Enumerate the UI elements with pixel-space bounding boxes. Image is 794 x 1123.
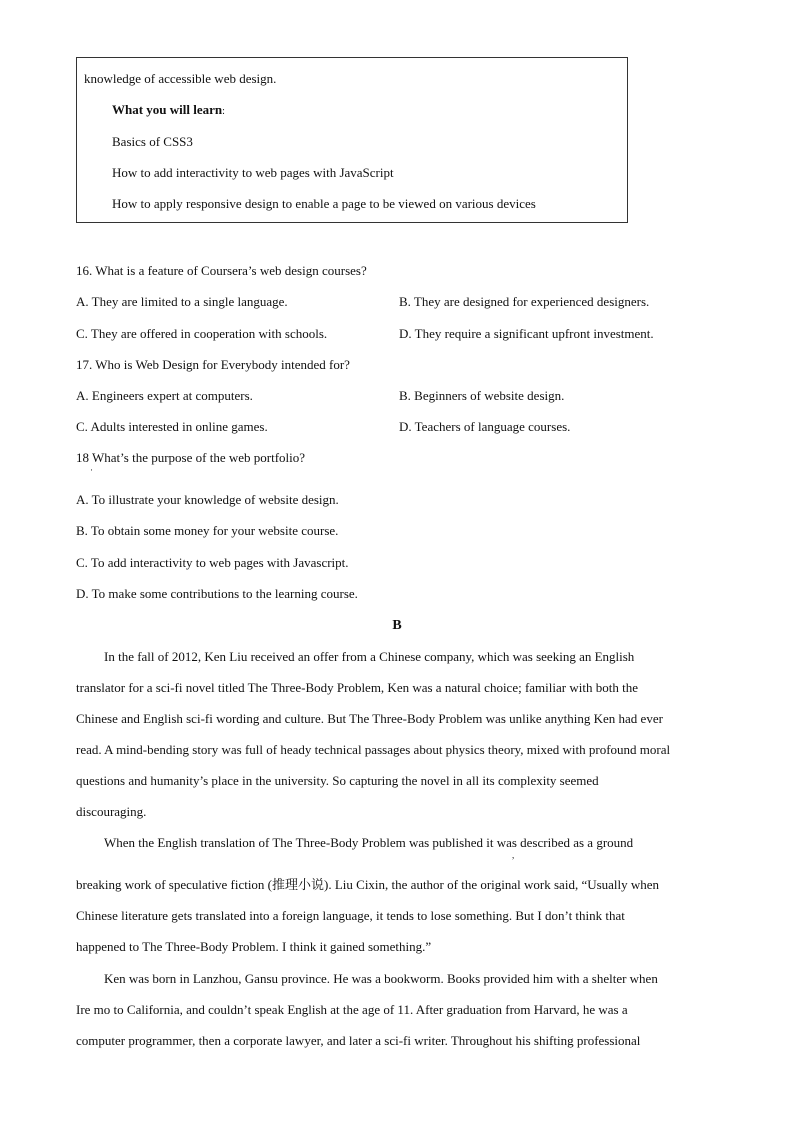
question-18-option-a: A. To illustrate your knowledge of website design. — [76, 492, 339, 507]
passage-line: computer programmer, then a corporate lawyer, and later a sci-fi writer. Throughout his shifting professional — [76, 1033, 641, 1048]
question-16-option-a: A. They are limited to a single language. — [76, 294, 288, 309]
stray-dot-mark: · — [90, 465, 93, 475]
question-17-option-d: D. Teachers of language courses. — [399, 419, 571, 434]
question-17-stem: 17. Who is Web Design for Everybody intended for? — [76, 357, 350, 372]
question-17-option-c: C. Adults interested in online games. — [76, 419, 268, 434]
question-16-option-b: B. They are designed for experienced designers. — [399, 294, 650, 309]
learn-item-responsive: How to apply responsive design to enable a page to be viewed on various devices — [112, 196, 536, 211]
passage-line: happened to The Three-Body Problem. I think it gained something.” — [76, 939, 432, 954]
question-18-option-d: D. To make some contributions to the learning course. — [76, 586, 358, 601]
question-17-option-b: B. Beginners of website design. — [399, 388, 565, 403]
passage-line: Chinese and English sci-fi wording and culture. But The Three-Body Problem was unlike anything Ken had ever — [76, 711, 663, 726]
passage-line: In the fall of 2012, Ken Liu received an offer from a Chinese company, which was seeking an English — [104, 649, 635, 664]
question-16-option-c: C. They are offered in cooperation with schools. — [76, 326, 328, 341]
learn-item-css3: Basics of CSS3 — [112, 134, 193, 149]
passage-line: discouraging. — [76, 804, 147, 819]
course-info-box — [76, 57, 628, 223]
question-18-option-b: B. To obtain some money for your website course. — [76, 523, 339, 538]
passage-line: translator for a sci-fi novel titled The Three-Body Problem, Ken was a natural choice; familiar with both the — [76, 680, 638, 695]
passage-line: When the English translation of The Three-Body Problem was published it was described as a ground — [104, 835, 634, 850]
question-18-option-c: C. To add interactivity to web pages with Javascript. — [76, 555, 349, 570]
box-text-line: knowledge of accessible web design. — [84, 71, 277, 86]
passage-line: read. A mind-bending story was full of heady technical passages about physics theory, mixed with profound moral — [76, 742, 671, 757]
passage-line: questions and humanity’s place in the university. So capturing the novel in all its complexity seemed — [76, 773, 599, 788]
stray-comma-mark: , — [512, 850, 515, 860]
passage-line: Chinese literature gets translated into a foreign language, it tends to lose something. But I don’t think that — [76, 908, 625, 923]
question-17-option-a: A. Engineers expert at computers. — [76, 388, 253, 403]
section-b-heading: B — [392, 618, 402, 633]
passage-line: Ken was born in Lanzhou, Gansu province. He was a bookworm. Books provided him with a shelter when — [104, 971, 658, 986]
question-18-stem: 18 What’s the purpose of the web portfolio? — [76, 450, 306, 465]
learn-heading: What you will learn: — [112, 102, 225, 117]
passage-line: Ire mo to California, and couldn’t speak English at the age of 11. After graduation from Harvard, he was a — [76, 1002, 628, 1017]
passage-line: breaking work of speculative fiction (推理小说). Liu Cixin, the author of the original work said, “Usually when — [76, 877, 660, 892]
question-16-stem: 16. What is a feature of Coursera’s web design courses? — [76, 263, 367, 278]
learn-item-javascript: How to add interactivity to web pages with JavaScript — [112, 165, 394, 180]
question-16-option-d: D. They require a significant upfront investment. — [399, 326, 654, 341]
